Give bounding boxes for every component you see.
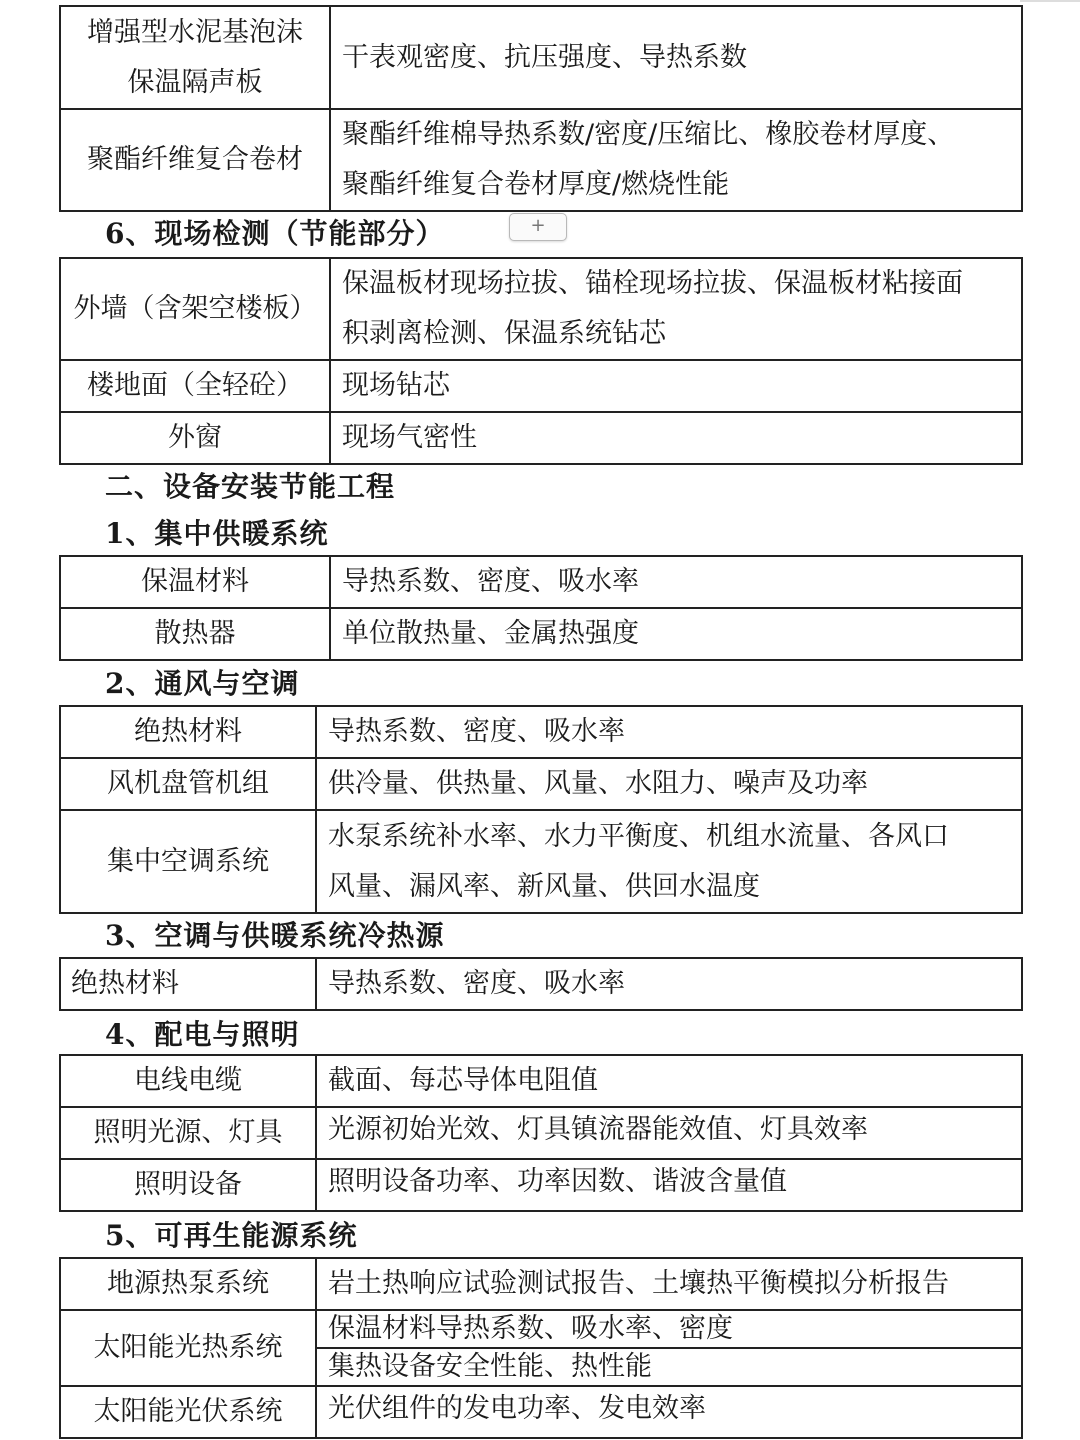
- item-cell: 太阳能光热系统: [60, 1310, 316, 1386]
- params-line-2: 聚酯纤维复合卷材厚度/燃烧性能: [342, 169, 730, 200]
- item-cell: 外窗: [60, 412, 330, 464]
- table-row: [60, 1258, 1022, 1310]
- params-cell: 光伏组件的发电功率、发电效率: [316, 1386, 1022, 1438]
- params-line-1: 聚酯纤维棉导热系数/密度/压缩比、橡胶卷材厚度、: [342, 119, 955, 150]
- table-ventilation-ac: [59, 705, 1023, 914]
- params-cell: [330, 258, 1022, 360]
- table-row: [60, 1386, 1022, 1438]
- item-cell: 照明光源、灯具: [60, 1107, 316, 1159]
- item-cell: 保温材料: [60, 556, 330, 608]
- item-line-2: 保温隔声板: [127, 66, 263, 98]
- params-cell: 导热系数、密度、吸水率: [330, 556, 1022, 608]
- params-cell: 岩土热响应试验测试报告、土壤热平衡模拟分析报告: [316, 1258, 1022, 1310]
- table-row: [60, 810, 1022, 913]
- section-3-title: 3、空调与供暖系统冷热源: [105, 919, 445, 952]
- params-cell: 供冷量、供热量、风量、水阻力、噪声及功率: [316, 758, 1022, 810]
- item-cell: 照明设备: [60, 1159, 316, 1211]
- item-cell: [60, 6, 330, 109]
- item-cell: 聚酯纤维复合卷材: [60, 109, 330, 211]
- part-2-title: 二、设备安装节能工程: [105, 470, 396, 503]
- table-row: [60, 958, 1022, 1010]
- page-edge-line: [1020, 0, 1080, 2]
- params-cell: 单位散热量、金属热强度: [330, 608, 1022, 660]
- item-cell: 绝热材料: [60, 958, 316, 1010]
- section-2-title: 2、通风与空调: [105, 667, 300, 700]
- section-6-title: 6、现场检测（节能部分）: [105, 217, 445, 250]
- table-row: [60, 1310, 1022, 1386]
- section-5-title: 5、可再生能源系统: [105, 1219, 358, 1252]
- add-button[interactable]: +: [509, 213, 567, 241]
- table-heat-cold-source: [59, 957, 1023, 1011]
- params-cell: [330, 109, 1022, 211]
- params-subrow-1: 保温材料导热系数、吸水率、密度: [317, 1311, 1021, 1349]
- item-cell: 电线电缆: [60, 1055, 316, 1107]
- section-4-title: 4、配电与照明: [105, 1018, 300, 1051]
- section-1-title: 1、集中供暖系统: [105, 517, 329, 550]
- params-cell: 光源初始光效、灯具镇流器能效值、灯具效率: [316, 1107, 1022, 1159]
- item-line-1: 增强型水泥基泡沫: [87, 16, 303, 48]
- table-row: [60, 109, 1022, 211]
- params-cell: 导热系数、密度、吸水率: [316, 958, 1022, 1010]
- table-row: [60, 556, 1022, 608]
- table-central-heating: [59, 555, 1023, 661]
- item-cell: 太阳能光伏系统: [60, 1386, 316, 1438]
- params-line-2: 积剥离检测、保温系统钻芯: [342, 318, 666, 349]
- table-row: [60, 360, 1022, 412]
- table-row: [60, 608, 1022, 660]
- table-row: [60, 1055, 1022, 1107]
- table-row: [60, 412, 1022, 464]
- table-power-lighting: [59, 1054, 1023, 1212]
- item-cell: 集中空调系统: [60, 810, 316, 913]
- params-subrow-2: 集热设备安全性能、热性能: [328, 1351, 652, 1382]
- params-cell: 截面、每芯导体电阻值: [316, 1055, 1022, 1107]
- table-row: [60, 1159, 1022, 1211]
- params-cell: [316, 1310, 1022, 1386]
- params-cell: 现场气密性: [330, 412, 1022, 464]
- item-cell: 楼地面（全轻砼）: [60, 360, 330, 412]
- params-line-2: 风量、漏风率、新风量、供回水温度: [328, 870, 760, 902]
- table-row: [60, 758, 1022, 810]
- params-cell: 照明设备功率、功率因数、谐波含量值: [316, 1159, 1022, 1211]
- item-cell: 地源热泵系统: [60, 1258, 316, 1310]
- table-renewable-energy: [59, 1257, 1023, 1439]
- params-line-1: 保温板材现场拉拔、锚栓现场拉拔、保温板材粘接面: [342, 268, 963, 299]
- params-cell: 现场钻芯: [330, 360, 1022, 412]
- table-row: [60, 6, 1022, 109]
- params-cell: 导热系数、密度、吸水率: [316, 706, 1022, 758]
- table-site-testing: [59, 257, 1023, 465]
- item-cell: 外墙（含架空楼板）: [60, 258, 330, 360]
- table-materials-continued: [59, 5, 1023, 212]
- params-cell: [316, 810, 1022, 913]
- table-row: [60, 258, 1022, 360]
- params-cell: 干表观密度、抗压强度、导热系数: [330, 6, 1022, 109]
- item-cell: 风机盘管机组: [60, 758, 316, 810]
- item-cell: 绝热材料: [60, 706, 316, 758]
- item-cell: 散热器: [60, 608, 330, 660]
- table-row: [60, 706, 1022, 758]
- table-row: [60, 1107, 1022, 1159]
- params-line-1: 水泵系统补水率、水力平衡度、机组水流量、各风口: [328, 820, 949, 852]
